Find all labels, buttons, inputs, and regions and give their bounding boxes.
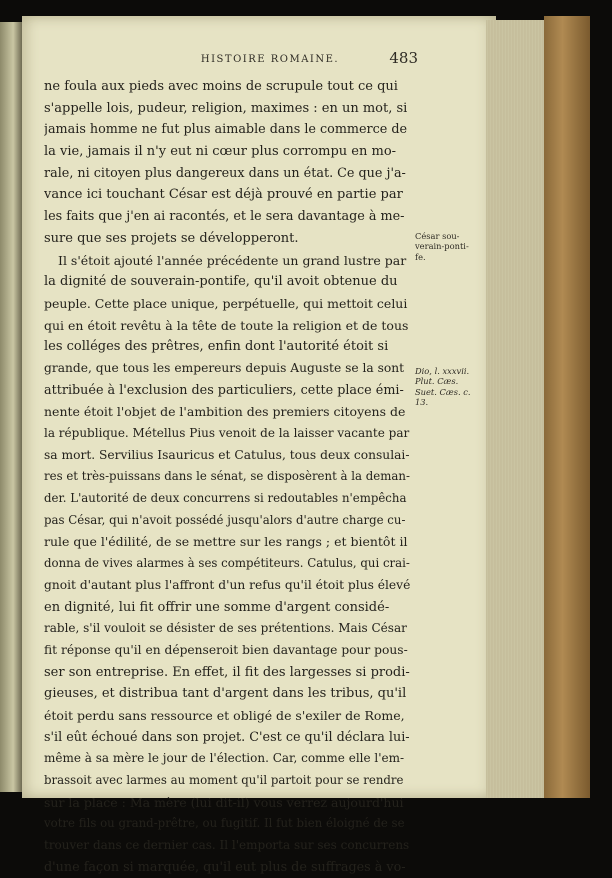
body-text	[44, 76, 410, 878]
margin-note-cesar-pontife	[415, 231, 481, 262]
margin-note-line: Suet. Cæs. c.	[415, 386, 471, 397]
text-line: même à sa mère le jour de l'élection. Car, comme elle l'em-	[44, 751, 405, 766]
text-line: donna de vives alarmes à ses compétiteurs. Catulus, qui crai-	[44, 556, 410, 571]
text-line: res et très-puissans dans le sénat, se disposèrent à la deman-	[44, 469, 410, 484]
book-cover	[544, 16, 590, 798]
text-line: grande, que tous les empereurs depuis Auguste se la sont	[44, 360, 405, 375]
text-line: étoit perdu sans ressource et obligé de s'exiler de Rome,	[44, 707, 405, 723]
text-line: sur la place : Ma mère (lui dit-il) vous verrez aujourd'hui	[44, 794, 404, 810]
text-line: ne foula aux pieds avec moins de scrupule tout ce qui	[44, 79, 398, 94]
text-line: rale, ni citoyen plus dangereux dans un état. Ce que j'a-	[44, 165, 406, 181]
text-line: Il s'étoit ajouté l'année précédente un grand lustre par	[58, 252, 407, 268]
text-line: la dignité de souverain-pontife, qu'il avoit obtenue du	[44, 274, 398, 290]
text-line: der. L'autorité de deux concurrens si redoutables n'empêcha	[44, 491, 407, 506]
margin-note-line: Dio, l. xxxvii.	[415, 366, 470, 376]
facing-page-edge	[0, 22, 22, 792]
text-line: les faits que j'en ai racontés, et le sera davantage à me-	[44, 209, 405, 225]
text-line: rable, s'il vouloit se désister de ses prétentions. Mais César	[44, 621, 407, 636]
margin-note-line: fe.	[415, 251, 426, 262]
text-line: la vie, jamais il n'y eut ni cœur plus corrompu en mo-	[44, 144, 397, 160]
page-fore-edge	[486, 20, 544, 798]
page-number: 483	[389, 49, 418, 67]
text-line: sure que ses projets se développeront.	[44, 230, 299, 246]
text-line: nente étoit l'objet de l'ambition des premiers citoyens de	[44, 404, 406, 420]
margin-note-line: Plut. Cæs.	[415, 376, 459, 387]
text-line: votre fils ou grand-prêtre, ou fugitif. Il fut bien éloigné de se	[44, 816, 405, 831]
text-line: gnoit d'autant plus l'affront d'un refus qu'il étoit plus élevé	[44, 577, 410, 592]
text-line: s'appelle lois, pudeur, religion, maximes : en un mot, si	[44, 100, 408, 116]
margin-note-line: verain-ponti-	[415, 241, 469, 252]
text-line: attribuée à l'exclusion des particuliers, cette place émi-	[44, 382, 404, 398]
text-line: qui en étoit revêtu à la tête de toute la religion et de tous	[44, 317, 409, 333]
text-line: gieuses, et distribua tant d'argent dans les tribus, qu'il	[44, 686, 407, 702]
text-line: rule que l'édilité, de se mettre sur les rangs ; et bientôt il	[44, 534, 408, 550]
text-line: fit réponse qu'il en dépenseroit bien davantage pour pous-	[44, 642, 408, 657]
text-line: ser son entreprise. En effet, il fit des largesses si prodi-	[44, 664, 410, 680]
margin-note-line: 13.	[415, 396, 429, 407]
text-line: pas César, qui n'avoit possédé jusqu'alors d'autre charge cu-	[44, 512, 406, 527]
text-line: vance ici touchant César est déjà prouvé en partie par	[44, 187, 403, 203]
text-line: sa mort. Servilius Isauricus et Catulus, tous deux consulai-	[44, 447, 410, 462]
text-line: trouver dans ce dernier cas. Il l'emporta sur ses concurrens	[44, 838, 410, 853]
text-line: jamais homme ne fut plus aimable dans le commerce de	[44, 122, 408, 138]
running-title: HISTOIRE ROMAINE.	[200, 54, 340, 65]
text-line: d'une façon si marquée, qu'il eut plus de suffrages à vo-	[44, 859, 406, 875]
text-line: en dignité, lui fit offrir une somme d'argent considé-	[44, 599, 390, 615]
text-line: la république. Métellus Pius venoit de la laisser vacante par	[44, 426, 410, 440]
text-line: s'il eût échoué dans son projet. C'est ce qu'il déclara lui-	[44, 729, 410, 745]
text-line: peuple. Cette place unique, perpétuelle, qui mettoit celui	[44, 295, 408, 311]
text-line: brassoit avec larmes au moment qu'il partoit pour se rendre	[44, 773, 404, 787]
margin-note-line: César sou-	[415, 231, 460, 241]
text-line: les colléges des prêtres, enfin dont l'autorité étoit si	[44, 339, 389, 355]
margin-note-sources	[415, 366, 481, 407]
